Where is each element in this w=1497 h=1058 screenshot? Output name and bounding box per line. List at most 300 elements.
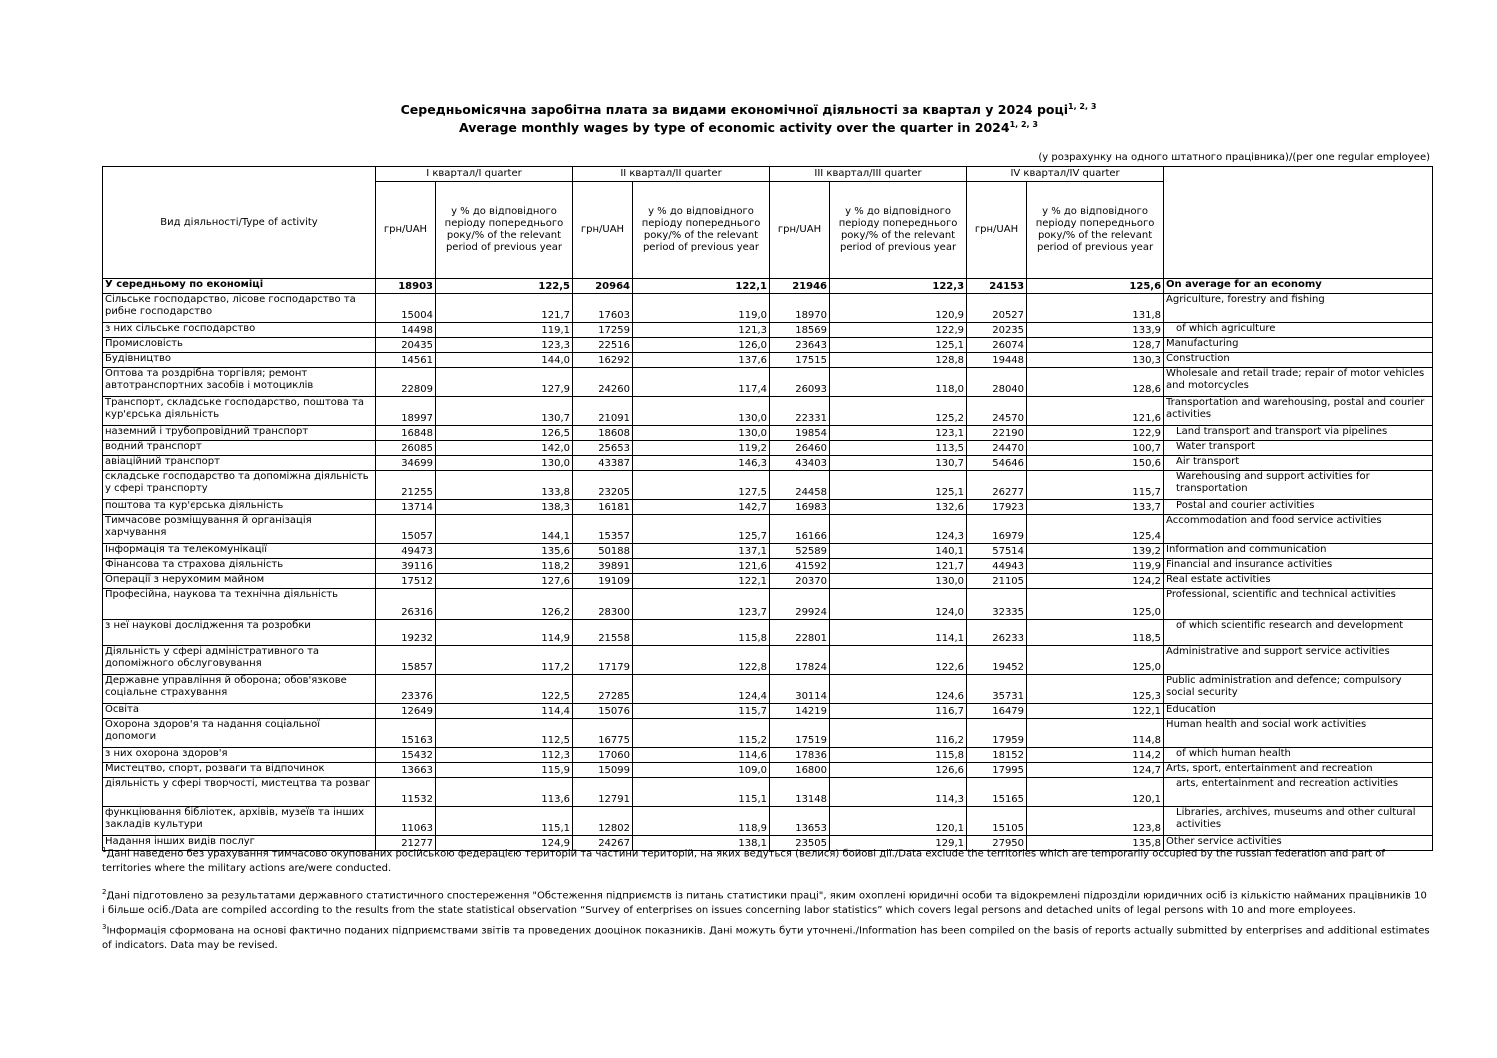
value-uah: 17515 xyxy=(770,353,830,368)
activity-en: Administrative and support service activities xyxy=(1164,646,1433,675)
value-uah: 20370 xyxy=(770,574,830,589)
activity-en: Information and communication xyxy=(1164,544,1433,559)
table-row xyxy=(103,456,1433,471)
value-uah: 16181 xyxy=(573,500,633,515)
value-uah: 21255 xyxy=(376,471,436,500)
table-row xyxy=(103,368,1433,397)
table-row xyxy=(103,559,1433,574)
value-pct: 130,7 xyxy=(830,456,967,471)
value-uah: 13663 xyxy=(376,763,436,778)
activity-uk: Операції з нерухомим майном xyxy=(103,574,376,589)
value-pct: 113,5 xyxy=(830,441,967,456)
value-pct: 115,1 xyxy=(436,807,573,836)
value-uah: 32335 xyxy=(967,589,1027,620)
value-uah: 16979 xyxy=(967,515,1027,544)
activity-uk: з них сільське господарство xyxy=(103,323,376,338)
value-pct: 125,0 xyxy=(1027,589,1164,620)
activity-uk: Мистецтво, спорт, розваги та відпочинок xyxy=(103,763,376,778)
table-row xyxy=(103,807,1433,836)
value-uah: 23376 xyxy=(376,675,436,704)
activity-uk: Діяльність у сфері адміністративного та допоміжного обслуговування xyxy=(103,646,376,675)
header-quarter-4: IV квартал/IV quarter xyxy=(967,167,1164,182)
value-uah: 50188 xyxy=(573,544,633,559)
activity-en: of which scientific research and development xyxy=(1164,620,1433,646)
value-pct: 124,4 xyxy=(633,675,770,704)
value-pct: 125,6 xyxy=(1027,279,1164,294)
value-uah: 18152 xyxy=(967,748,1027,763)
table-row xyxy=(103,589,1433,620)
value-uah: 12649 xyxy=(376,704,436,719)
activity-en: Postal and courier activities xyxy=(1164,500,1433,515)
activity-en: Professional, scientific and technical activities xyxy=(1164,589,1433,620)
value-pct: 142,0 xyxy=(436,441,573,456)
value-uah: 17995 xyxy=(967,763,1027,778)
header-activity: Вид діяльності/Type of activity xyxy=(103,167,376,279)
activity-en: Wholesale and retail trade; repair of motor vehicles and motorcycles xyxy=(1164,368,1433,397)
activity-uk: поштова та кур'єрська діяльність xyxy=(103,500,376,515)
table-row xyxy=(103,675,1433,704)
value-pct: 133,7 xyxy=(1027,500,1164,515)
value-pct: 138,1 xyxy=(633,836,770,851)
activity-en: Public administration and defence; compulsory social security xyxy=(1164,675,1433,704)
value-pct: 119,2 xyxy=(633,441,770,456)
value-uah: 23643 xyxy=(770,338,830,353)
value-uah: 21091 xyxy=(573,397,633,426)
value-pct: 137,6 xyxy=(633,353,770,368)
value-pct: 140,1 xyxy=(830,544,967,559)
value-pct: 119,0 xyxy=(633,294,770,323)
value-uah: 18970 xyxy=(770,294,830,323)
table-row xyxy=(103,397,1433,426)
value-uah: 15857 xyxy=(376,646,436,675)
value-uah: 21946 xyxy=(770,279,830,294)
table-row xyxy=(103,426,1433,441)
activity-uk: Інформація та телекомунікації xyxy=(103,544,376,559)
value-uah: 20435 xyxy=(376,338,436,353)
value-pct: 116,7 xyxy=(830,704,967,719)
activity-uk: діяльність у сфері творчості, мистецтва та розваг xyxy=(103,778,376,807)
value-uah: 16848 xyxy=(376,426,436,441)
value-pct: 119,9 xyxy=(1027,559,1164,574)
value-pct: 130,0 xyxy=(830,574,967,589)
table-row xyxy=(103,471,1433,500)
value-uah: 26460 xyxy=(770,441,830,456)
value-pct: 146,3 xyxy=(633,456,770,471)
value-pct: 130,3 xyxy=(1027,353,1164,368)
value-pct: 120,9 xyxy=(830,294,967,323)
value-pct: 130,0 xyxy=(633,426,770,441)
value-pct: 115,8 xyxy=(830,748,967,763)
value-pct: 123,8 xyxy=(1027,807,1164,836)
activity-uk: Державне управління й оборона; обов'язкове соціальне страхування xyxy=(103,675,376,704)
value-uah: 22801 xyxy=(770,620,830,646)
value-pct: 122,3 xyxy=(830,279,967,294)
value-uah: 22190 xyxy=(967,426,1027,441)
activity-uk: авіаційний транспорт xyxy=(103,456,376,471)
value-uah: 21277 xyxy=(376,836,436,851)
header-pct: у % до відповідного періоду попереднього року/% of the relevant period of previous year xyxy=(633,182,770,279)
value-pct: 123,1 xyxy=(830,426,967,441)
activity-en: Arts, sport, entertainment and recreation xyxy=(1164,763,1433,778)
table-row xyxy=(103,574,1433,589)
value-pct: 121,7 xyxy=(830,559,967,574)
value-pct: 124,7 xyxy=(1027,763,1164,778)
activity-uk: функціювання бібліотек, архівів, музеїв та інших закладів культури xyxy=(103,807,376,836)
value-pct: 137,1 xyxy=(633,544,770,559)
value-pct: 125,7 xyxy=(633,515,770,544)
value-pct: 127,6 xyxy=(436,574,573,589)
value-pct: 125,2 xyxy=(830,397,967,426)
table-row xyxy=(103,515,1433,544)
value-pct: 109,0 xyxy=(633,763,770,778)
value-pct: 112,5 xyxy=(436,719,573,748)
activity-en: Manufacturing xyxy=(1164,338,1433,353)
value-uah: 23505 xyxy=(770,836,830,851)
value-pct: 150,6 xyxy=(1027,456,1164,471)
value-uah: 11063 xyxy=(376,807,436,836)
value-pct: 115,7 xyxy=(1027,471,1164,500)
value-uah: 17179 xyxy=(573,646,633,675)
table-row xyxy=(103,719,1433,748)
value-pct: 122,8 xyxy=(633,646,770,675)
value-uah: 15432 xyxy=(376,748,436,763)
activity-en: Transportation and warehousing, postal and courier activities xyxy=(1164,397,1433,426)
header-uah: грн/UAH xyxy=(770,182,830,279)
value-uah: 19452 xyxy=(967,646,1027,675)
value-uah: 22331 xyxy=(770,397,830,426)
value-pct: 114,3 xyxy=(830,778,967,807)
value-pct: 133,8 xyxy=(436,471,573,500)
table-row xyxy=(103,620,1433,646)
value-uah: 17959 xyxy=(967,719,1027,748)
value-pct: 122,1 xyxy=(633,279,770,294)
value-uah: 49473 xyxy=(376,544,436,559)
activity-uk: Транспорт, складське господарство, поштова та кур'єрська діяльність xyxy=(103,397,376,426)
activity-uk: з них охорона здоров'я xyxy=(103,748,376,763)
activity-en: Accommodation and food service activities xyxy=(1164,515,1433,544)
value-uah: 39116 xyxy=(376,559,436,574)
value-pct: 124,6 xyxy=(830,675,967,704)
value-pct: 124,3 xyxy=(830,515,967,544)
value-uah: 14219 xyxy=(770,704,830,719)
activity-en: Construction xyxy=(1164,353,1433,368)
activity-en: Air transport xyxy=(1164,456,1433,471)
value-uah: 24470 xyxy=(967,441,1027,456)
value-pct: 132,6 xyxy=(830,500,967,515)
value-uah: 13714 xyxy=(376,500,436,515)
activity-en: arts, entertainment and recreation activities xyxy=(1164,778,1433,807)
value-pct: 121,3 xyxy=(633,323,770,338)
value-uah: 13653 xyxy=(770,807,830,836)
value-pct: 120,1 xyxy=(1027,778,1164,807)
value-pct: 115,7 xyxy=(633,704,770,719)
value-pct: 144,0 xyxy=(436,353,573,368)
activity-en: Financial and insurance activities xyxy=(1164,559,1433,574)
header-uah: грн/UAH xyxy=(573,182,633,279)
value-uah: 43403 xyxy=(770,456,830,471)
value-pct: 113,6 xyxy=(436,778,573,807)
value-uah: 15076 xyxy=(573,704,633,719)
value-pct: 116,2 xyxy=(830,719,967,748)
activity-uk: Промисловість xyxy=(103,338,376,353)
value-pct: 117,4 xyxy=(633,368,770,397)
activity-uk: Надання інших видів послуг xyxy=(103,836,376,851)
value-pct: 144,1 xyxy=(436,515,573,544)
value-pct: 124,2 xyxy=(1027,574,1164,589)
value-uah: 22809 xyxy=(376,368,436,397)
value-uah: 15165 xyxy=(967,778,1027,807)
value-pct: 124,0 xyxy=(830,589,967,620)
value-pct: 115,1 xyxy=(633,778,770,807)
table-row xyxy=(103,500,1433,515)
value-pct: 126,6 xyxy=(830,763,967,778)
value-uah: 25653 xyxy=(573,441,633,456)
header-pct: у % до відповідного періоду попереднього року/% of the relevant period of previous year xyxy=(830,182,967,279)
table-row xyxy=(103,646,1433,675)
value-pct: 114,4 xyxy=(436,704,573,719)
value-uah: 19109 xyxy=(573,574,633,589)
value-uah: 26277 xyxy=(967,471,1027,500)
value-uah: 23205 xyxy=(573,471,633,500)
value-uah: 44943 xyxy=(967,559,1027,574)
footnote-2: $^2$Дані підготовлено за результатами державного статистичного спостереження "Обстеження підприємств із питань статистики праці", яким охоплені юридичні особи та відокремлені підрозділи юридичних осіб із кількістю найманих працівників 10 і більше осіб./Data are compiled according to the results from the state statistical observation “Survey of enterprises on issues concerning labor statistics” which covers legal persons and detached units of legal persons with 10 and more employees. xyxy=(102,888,1427,917)
value-uah: 17603 xyxy=(573,294,633,323)
value-pct: 115,2 xyxy=(633,719,770,748)
value-pct: 119,1 xyxy=(436,323,573,338)
value-uah: 22516 xyxy=(573,338,633,353)
activity-uk: У середньому по економіці xyxy=(103,279,376,294)
value-uah: 19232 xyxy=(376,620,436,646)
value-pct: 142,7 xyxy=(633,500,770,515)
value-pct: 115,8 xyxy=(633,620,770,646)
value-pct: 135,6 xyxy=(436,544,573,559)
value-pct: 131,8 xyxy=(1027,294,1164,323)
activity-uk: Будівництво xyxy=(103,353,376,368)
table-row xyxy=(103,441,1433,456)
title-english: Average monthly wages by type of economic activity over the quarter in 2024$^{1, 2, 3}$ xyxy=(459,120,1038,136)
value-uah: 26233 xyxy=(967,620,1027,646)
table-row xyxy=(103,544,1433,559)
value-pct: 129,1 xyxy=(830,836,967,851)
value-uah: 21558 xyxy=(573,620,633,646)
header-quarter-1: I квартал/I quarter xyxy=(376,167,573,182)
value-pct: 121,6 xyxy=(1027,397,1164,426)
value-pct: 122,5 xyxy=(436,675,573,704)
value-uah: 17060 xyxy=(573,748,633,763)
value-uah: 14561 xyxy=(376,353,436,368)
value-uah: 34699 xyxy=(376,456,436,471)
activity-uk: Освіта xyxy=(103,704,376,719)
value-pct: 114,8 xyxy=(1027,719,1164,748)
value-uah: 16292 xyxy=(573,353,633,368)
value-uah: 21105 xyxy=(967,574,1027,589)
value-pct: 128,6 xyxy=(1027,368,1164,397)
value-uah: 27285 xyxy=(573,675,633,704)
value-uah: 12791 xyxy=(573,778,633,807)
activity-en: Water transport xyxy=(1164,441,1433,456)
value-uah: 17519 xyxy=(770,719,830,748)
value-pct: 130,7 xyxy=(436,397,573,426)
value-uah: 26093 xyxy=(770,368,830,397)
value-uah: 16800 xyxy=(770,763,830,778)
value-uah: 15163 xyxy=(376,719,436,748)
value-uah: 17923 xyxy=(967,500,1027,515)
activity-en: Human health and social work activities xyxy=(1164,719,1433,748)
value-pct: 138,3 xyxy=(436,500,573,515)
value-pct: 114,6 xyxy=(633,748,770,763)
activity-uk: наземний і трубопровідний транспорт xyxy=(103,426,376,441)
activity-en: On average for an economy xyxy=(1164,279,1433,294)
value-uah: 17512 xyxy=(376,574,436,589)
value-uah: 17259 xyxy=(573,323,633,338)
value-uah: 15004 xyxy=(376,294,436,323)
header-pct: у % до відповідного періоду попереднього року/% of the relevant period of previous year xyxy=(1027,182,1164,279)
value-uah: 54646 xyxy=(967,456,1027,471)
value-uah: 24458 xyxy=(770,471,830,500)
header-uah: грн/UAH xyxy=(967,182,1027,279)
value-uah: 17824 xyxy=(770,646,830,675)
value-pct: 126,0 xyxy=(633,338,770,353)
value-pct: 112,3 xyxy=(436,748,573,763)
value-pct: 139,2 xyxy=(1027,544,1164,559)
value-uah: 35731 xyxy=(967,675,1027,704)
value-pct: 123,3 xyxy=(436,338,573,353)
value-uah: 43387 xyxy=(573,456,633,471)
value-pct: 122,1 xyxy=(1027,704,1164,719)
value-uah: 57514 xyxy=(967,544,1027,559)
value-uah: 15357 xyxy=(573,515,633,544)
value-uah: 28040 xyxy=(967,368,1027,397)
value-uah: 30114 xyxy=(770,675,830,704)
header-pct: у % до відповідного періоду попереднього року/% of the relevant period of previous year xyxy=(436,182,573,279)
value-pct: 127,9 xyxy=(436,368,573,397)
table-row xyxy=(103,778,1433,807)
footnote-3: $^3$Інформація сформована на основі фактично поданих підприємствами звітів та проведених дооцінок показників. Дані можуть бути уточнені./Information has been compiled on the basis of reports actually submitted by enterprises and additional estimates of indicators. Data may be revised. xyxy=(102,923,1430,952)
value-pct: 122,6 xyxy=(830,646,967,675)
activity-uk: Сільське господарство, лісове господарство та рибне господарство xyxy=(103,294,376,323)
header-empty xyxy=(1164,167,1433,279)
activity-en: Warehousing and support activities for transportation xyxy=(1164,471,1433,500)
value-uah: 26085 xyxy=(376,441,436,456)
value-uah: 41592 xyxy=(770,559,830,574)
activity-en: of which agriculture xyxy=(1164,323,1433,338)
value-pct: 125,0 xyxy=(1027,646,1164,675)
activity-uk: Охорона здоров'я та надання соціальної допомоги xyxy=(103,719,376,748)
value-pct: 125,1 xyxy=(830,338,967,353)
value-pct: 125,1 xyxy=(830,471,967,500)
value-uah: 27950 xyxy=(967,836,1027,851)
wages-table xyxy=(102,166,1433,851)
value-pct: 114,9 xyxy=(436,620,573,646)
value-uah: 18608 xyxy=(573,426,633,441)
value-pct: 122,5 xyxy=(436,279,573,294)
value-uah: 29924 xyxy=(770,589,830,620)
unit-note: (у розрахунку на одного штатного працівника)/(per one regular employee) xyxy=(1038,152,1430,163)
value-pct: 117,2 xyxy=(436,646,573,675)
value-uah: 13148 xyxy=(770,778,830,807)
value-pct: 122,9 xyxy=(1027,426,1164,441)
value-uah: 26074 xyxy=(967,338,1027,353)
footnote-1: $^1$Дані наведено без урахування тимчасово окупованих російською федерацією територій та частини територій, на яких ведуться (велися) бойові дії./Data exclude the territories which are temporarily occupied by the russian federation and part of territories where the military actions are/were conducted. xyxy=(102,846,1385,875)
value-uah: 39891 xyxy=(573,559,633,574)
value-uah: 18569 xyxy=(770,323,830,338)
activity-uk: Тимчасове розміщування й організація харчування xyxy=(103,515,376,544)
value-uah: 15057 xyxy=(376,515,436,544)
activity-en: of which human health xyxy=(1164,748,1433,763)
title-ukrainian: Середньомісячна заробітна плата за видами економічної діяльності за квартал у 2024 році$^{1, 2, 3}$ xyxy=(400,102,1097,118)
value-pct: 122,1 xyxy=(633,574,770,589)
activity-en: Real estate activities xyxy=(1164,574,1433,589)
value-uah: 17836 xyxy=(770,748,830,763)
value-pct: 114,2 xyxy=(1027,748,1164,763)
value-uah: 14498 xyxy=(376,323,436,338)
value-uah: 20964 xyxy=(573,279,633,294)
table-row xyxy=(103,763,1433,778)
value-pct: 121,7 xyxy=(436,294,573,323)
value-uah: 19854 xyxy=(770,426,830,441)
value-pct: 118,0 xyxy=(830,368,967,397)
value-uah: 15105 xyxy=(967,807,1027,836)
value-pct: 128,7 xyxy=(1027,338,1164,353)
activity-en: Other service activities xyxy=(1164,836,1433,851)
value-uah: 24153 xyxy=(967,279,1027,294)
value-uah: 20527 xyxy=(967,294,1027,323)
value-pct: 118,2 xyxy=(436,559,573,574)
activity-en: Agriculture, forestry and fishing xyxy=(1164,294,1433,323)
value-uah: 18903 xyxy=(376,279,436,294)
value-uah: 16983 xyxy=(770,500,830,515)
activity-uk: Оптова та роздрібна торгівля; ремонт автотранспортних засобів і мотоциклів xyxy=(103,368,376,397)
value-pct: 127,5 xyxy=(633,471,770,500)
activity-en: Libraries, archives, museums and other cultural activities xyxy=(1164,807,1433,836)
value-uah: 28300 xyxy=(573,589,633,620)
table-row xyxy=(103,279,1433,294)
value-pct: 133,9 xyxy=(1027,323,1164,338)
value-uah: 12802 xyxy=(573,807,633,836)
table-row xyxy=(103,353,1433,368)
value-pct: 118,5 xyxy=(1027,620,1164,646)
value-pct: 124,9 xyxy=(436,836,573,851)
activity-uk: з неї наукові дослідження та розробки xyxy=(103,620,376,646)
value-uah: 24267 xyxy=(573,836,633,851)
value-uah: 16775 xyxy=(573,719,633,748)
value-pct: 125,3 xyxy=(1027,675,1164,704)
value-pct: 126,5 xyxy=(436,426,573,441)
value-pct: 121,6 xyxy=(633,559,770,574)
activity-uk: складське господарство та допоміжна діяльність у сфері транспорту xyxy=(103,471,376,500)
value-pct: 118,9 xyxy=(633,807,770,836)
table-body xyxy=(103,279,1433,851)
value-pct: 130,0 xyxy=(633,397,770,426)
table-row xyxy=(103,294,1433,323)
value-pct: 115,9 xyxy=(436,763,573,778)
value-pct: 126,2 xyxy=(436,589,573,620)
value-pct: 128,8 xyxy=(830,353,967,368)
value-uah: 24260 xyxy=(573,368,633,397)
value-pct: 123,7 xyxy=(633,589,770,620)
value-uah: 15099 xyxy=(573,763,633,778)
header-quarter-2: II квартал/II quarter xyxy=(573,167,770,182)
value-uah: 20235 xyxy=(967,323,1027,338)
activity-uk: водний транспорт xyxy=(103,441,376,456)
value-uah: 26316 xyxy=(376,589,436,620)
table-row xyxy=(103,748,1433,763)
value-uah: 11532 xyxy=(376,778,436,807)
activity-uk: Професійна, наукова та технічна діяльність xyxy=(103,589,376,620)
table-row xyxy=(103,704,1433,719)
activity-en: Education xyxy=(1164,704,1433,719)
value-pct: 125,4 xyxy=(1027,515,1164,544)
